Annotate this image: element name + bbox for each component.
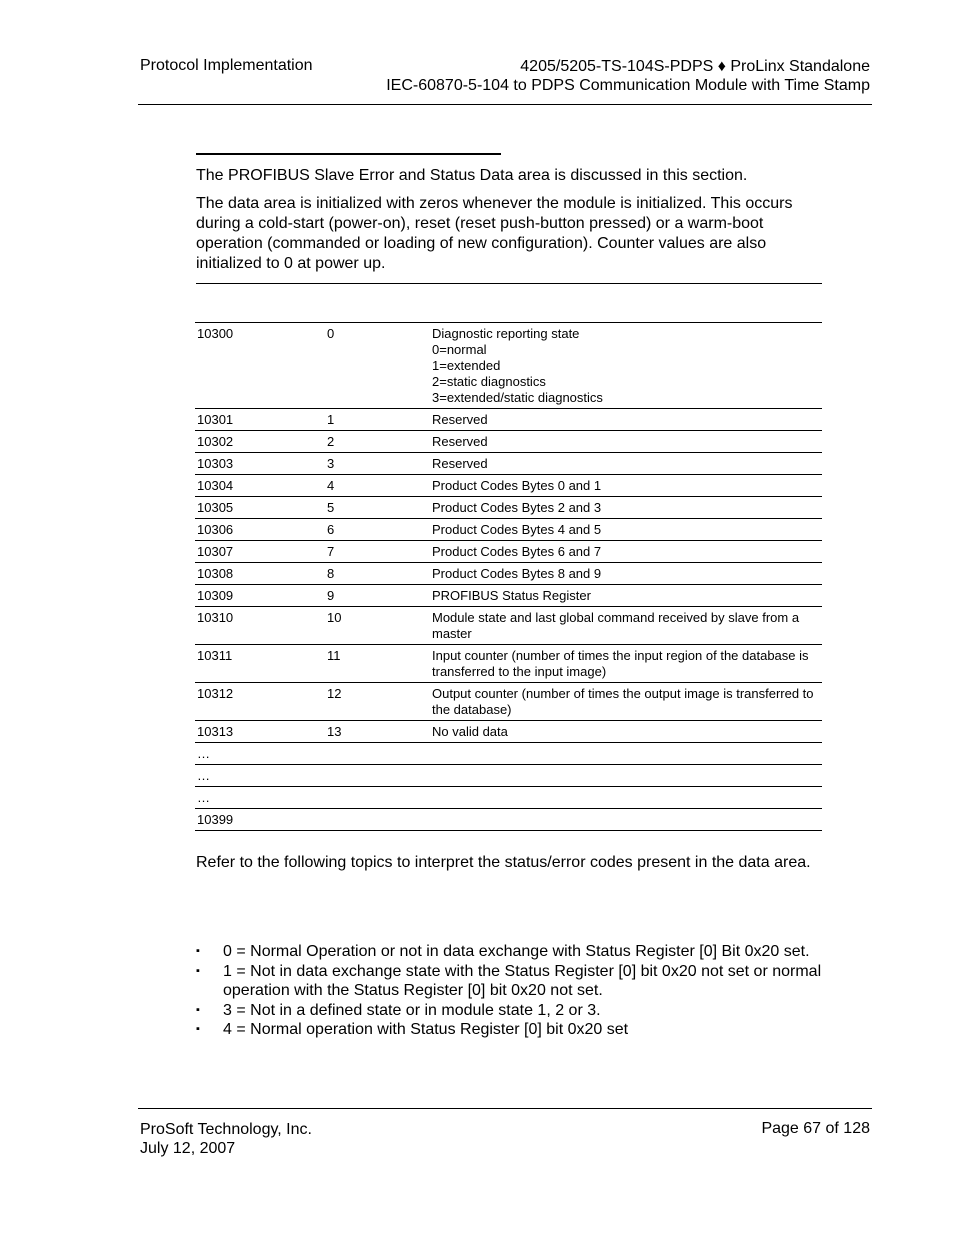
table-cell-address: 10313 (195, 721, 325, 743)
section-heading-rule (196, 153, 501, 155)
status-data-table (195, 322, 822, 831)
header-section-title: Protocol Implementation (140, 57, 313, 74)
footer-company: ProSoft Technology, Inc. (140, 1121, 312, 1138)
table-top-divider (196, 283, 822, 284)
bullet-marker-icon: ▪ (196, 945, 200, 957)
table-cell-offset: 11 (325, 645, 430, 683)
table-row (195, 765, 822, 787)
table-cell-description: Product Codes Bytes 4 and 5 (430, 519, 822, 541)
table-cell-address: 10308 (195, 563, 325, 585)
table-row (195, 645, 822, 683)
interpretation-paragraph: Refer to the following topics to interpret the status/error codes present in the data area. (196, 854, 811, 871)
table-cell-offset: 4 (325, 475, 430, 497)
list-item-text: 1 = Not in data exchange state with the Status Register [0] bit 0x20 not set or normal operation with the Status Register [0] bit 0x20 not set. (223, 962, 822, 999)
table-cell-description (430, 787, 822, 809)
table-cell-offset: 12 (325, 683, 430, 721)
table-cell-address: 10306 (195, 519, 325, 541)
table-row (195, 453, 822, 475)
list-item (196, 1020, 822, 1040)
table-cell-description: Diagnostic reporting state 0=normal 1=extended 2=static diagnostics 3=extended/static diagnostics (430, 323, 822, 409)
intro-paragraph-1: The PROFIBUS Slave Error and Status Data area is discussed in this section. (196, 167, 748, 184)
footer-publisher (140, 1120, 312, 1158)
table-cell-offset: 9 (325, 585, 430, 607)
header-divider (138, 104, 872, 105)
table-cell-offset: 2 (325, 431, 430, 453)
table-row (195, 563, 822, 585)
table-cell-address: 10302 (195, 431, 325, 453)
table-cell-address: … (195, 743, 325, 765)
table-row (195, 519, 822, 541)
module-state-list (196, 942, 822, 1040)
table-cell-address: 10309 (195, 585, 325, 607)
list-item-text: 0 = Normal Operation or not in data exchange with Status Register [0] Bit 0x20 set. (223, 943, 810, 960)
table-row (195, 497, 822, 519)
table-row (195, 541, 822, 563)
table-cell-offset (325, 809, 430, 831)
list-item (196, 1001, 822, 1021)
table-cell-offset: 13 (325, 721, 430, 743)
intro-paragraph-2: The data area is initialized with zeros whenever the module is initialized. This occurs during a cold-start (power-on), reset (reset push-button pressed) or a warm-boot operation (commanded or loading of new configuration). Counter values are also initialized to 0 at power up. (196, 195, 793, 272)
table-cell-description (430, 765, 822, 787)
footer-date: July 12, 2007 (140, 1140, 236, 1157)
table-cell-description: No valid data (430, 721, 822, 743)
list-item (196, 942, 822, 962)
table-cell-description: Output counter (number of times the output image is transferred to the database) (430, 683, 822, 721)
table-row (195, 607, 822, 645)
table-row (195, 683, 822, 721)
bullet-marker-icon: ▪ (196, 964, 200, 977)
table-cell-address: 10300 (195, 323, 325, 409)
table-cell-address: 10305 (195, 497, 325, 519)
table-cell-description: Product Codes Bytes 8 and 9 (430, 563, 822, 585)
footer-divider (138, 1108, 872, 1109)
list-item (196, 962, 822, 1001)
bullet-marker-icon: ▪ (196, 1003, 200, 1016)
table-cell-description: PROFIBUS Status Register (430, 585, 822, 607)
table-cell-address: 10304 (195, 475, 325, 497)
table-cell-address: 10310 (195, 607, 325, 645)
table-cell-offset (325, 765, 430, 787)
table-cell-description (430, 809, 822, 831)
table-cell-offset (325, 787, 430, 809)
header-document-title (386, 57, 870, 95)
list-item-text: 3 = Not in a defined state or in module state 1, 2 or 3. (223, 1001, 601, 1019)
table-row (195, 409, 822, 431)
table-row (195, 809, 822, 831)
table-cell-offset: 7 (325, 541, 430, 563)
table-cell-offset: 10 (325, 607, 430, 645)
table-cell-offset: 1 (325, 409, 430, 431)
table-cell-address: 10301 (195, 409, 325, 431)
table-cell-description: Module state and last global command received by slave from a master (430, 607, 822, 645)
table-cell-description: Input counter (number of times the input region of the database is transferred to the input image) (430, 645, 822, 683)
table-cell-description: Reserved (430, 431, 822, 453)
table-cell-address: … (195, 787, 325, 809)
table-row (195, 323, 822, 409)
table-cell-offset: 8 (325, 563, 430, 585)
table-row (195, 743, 822, 765)
table-row (195, 431, 822, 453)
table-cell-description: Product Codes Bytes 6 and 7 (430, 541, 822, 563)
table-cell-address: 10311 (195, 645, 325, 683)
table-row (195, 721, 822, 743)
table-cell-offset: 3 (325, 453, 430, 475)
header-module-description: IEC-60870-5-104 to PDPS Communication Module with Time Stamp (386, 77, 870, 94)
table-cell-description (430, 743, 822, 765)
table-cell-address: … (195, 765, 325, 787)
table-cell-address: 10399 (195, 809, 325, 831)
table-cell-address: 10307 (195, 541, 325, 563)
table-cell-offset: 5 (325, 497, 430, 519)
table-cell-description: Product Codes Bytes 0 and 1 (430, 475, 822, 497)
table-cell-offset (325, 743, 430, 765)
table-cell-description: Product Codes Bytes 2 and 3 (430, 497, 822, 519)
table-cell-offset: 0 (325, 323, 430, 409)
list-item-text: 4 = Normal operation with Status Register [0] bit 0x20 set (223, 1021, 629, 1038)
table-cell-description: Reserved (430, 453, 822, 475)
table-cell-offset: 6 (325, 519, 430, 541)
table-cell-description: Reserved (430, 409, 822, 431)
table-row (195, 475, 822, 497)
footer-page-number: Page 67 of 128 (761, 1120, 870, 1137)
table-row (195, 585, 822, 607)
table-cell-address: 10303 (195, 453, 325, 475)
bullet-marker-icon: ▪ (196, 1023, 200, 1035)
table-row (195, 787, 822, 809)
table-cell-address: 10312 (195, 683, 325, 721)
header-product-line: 4205/5205-TS-104S-PDPS ♦ ProLinx Standalone (520, 58, 870, 75)
